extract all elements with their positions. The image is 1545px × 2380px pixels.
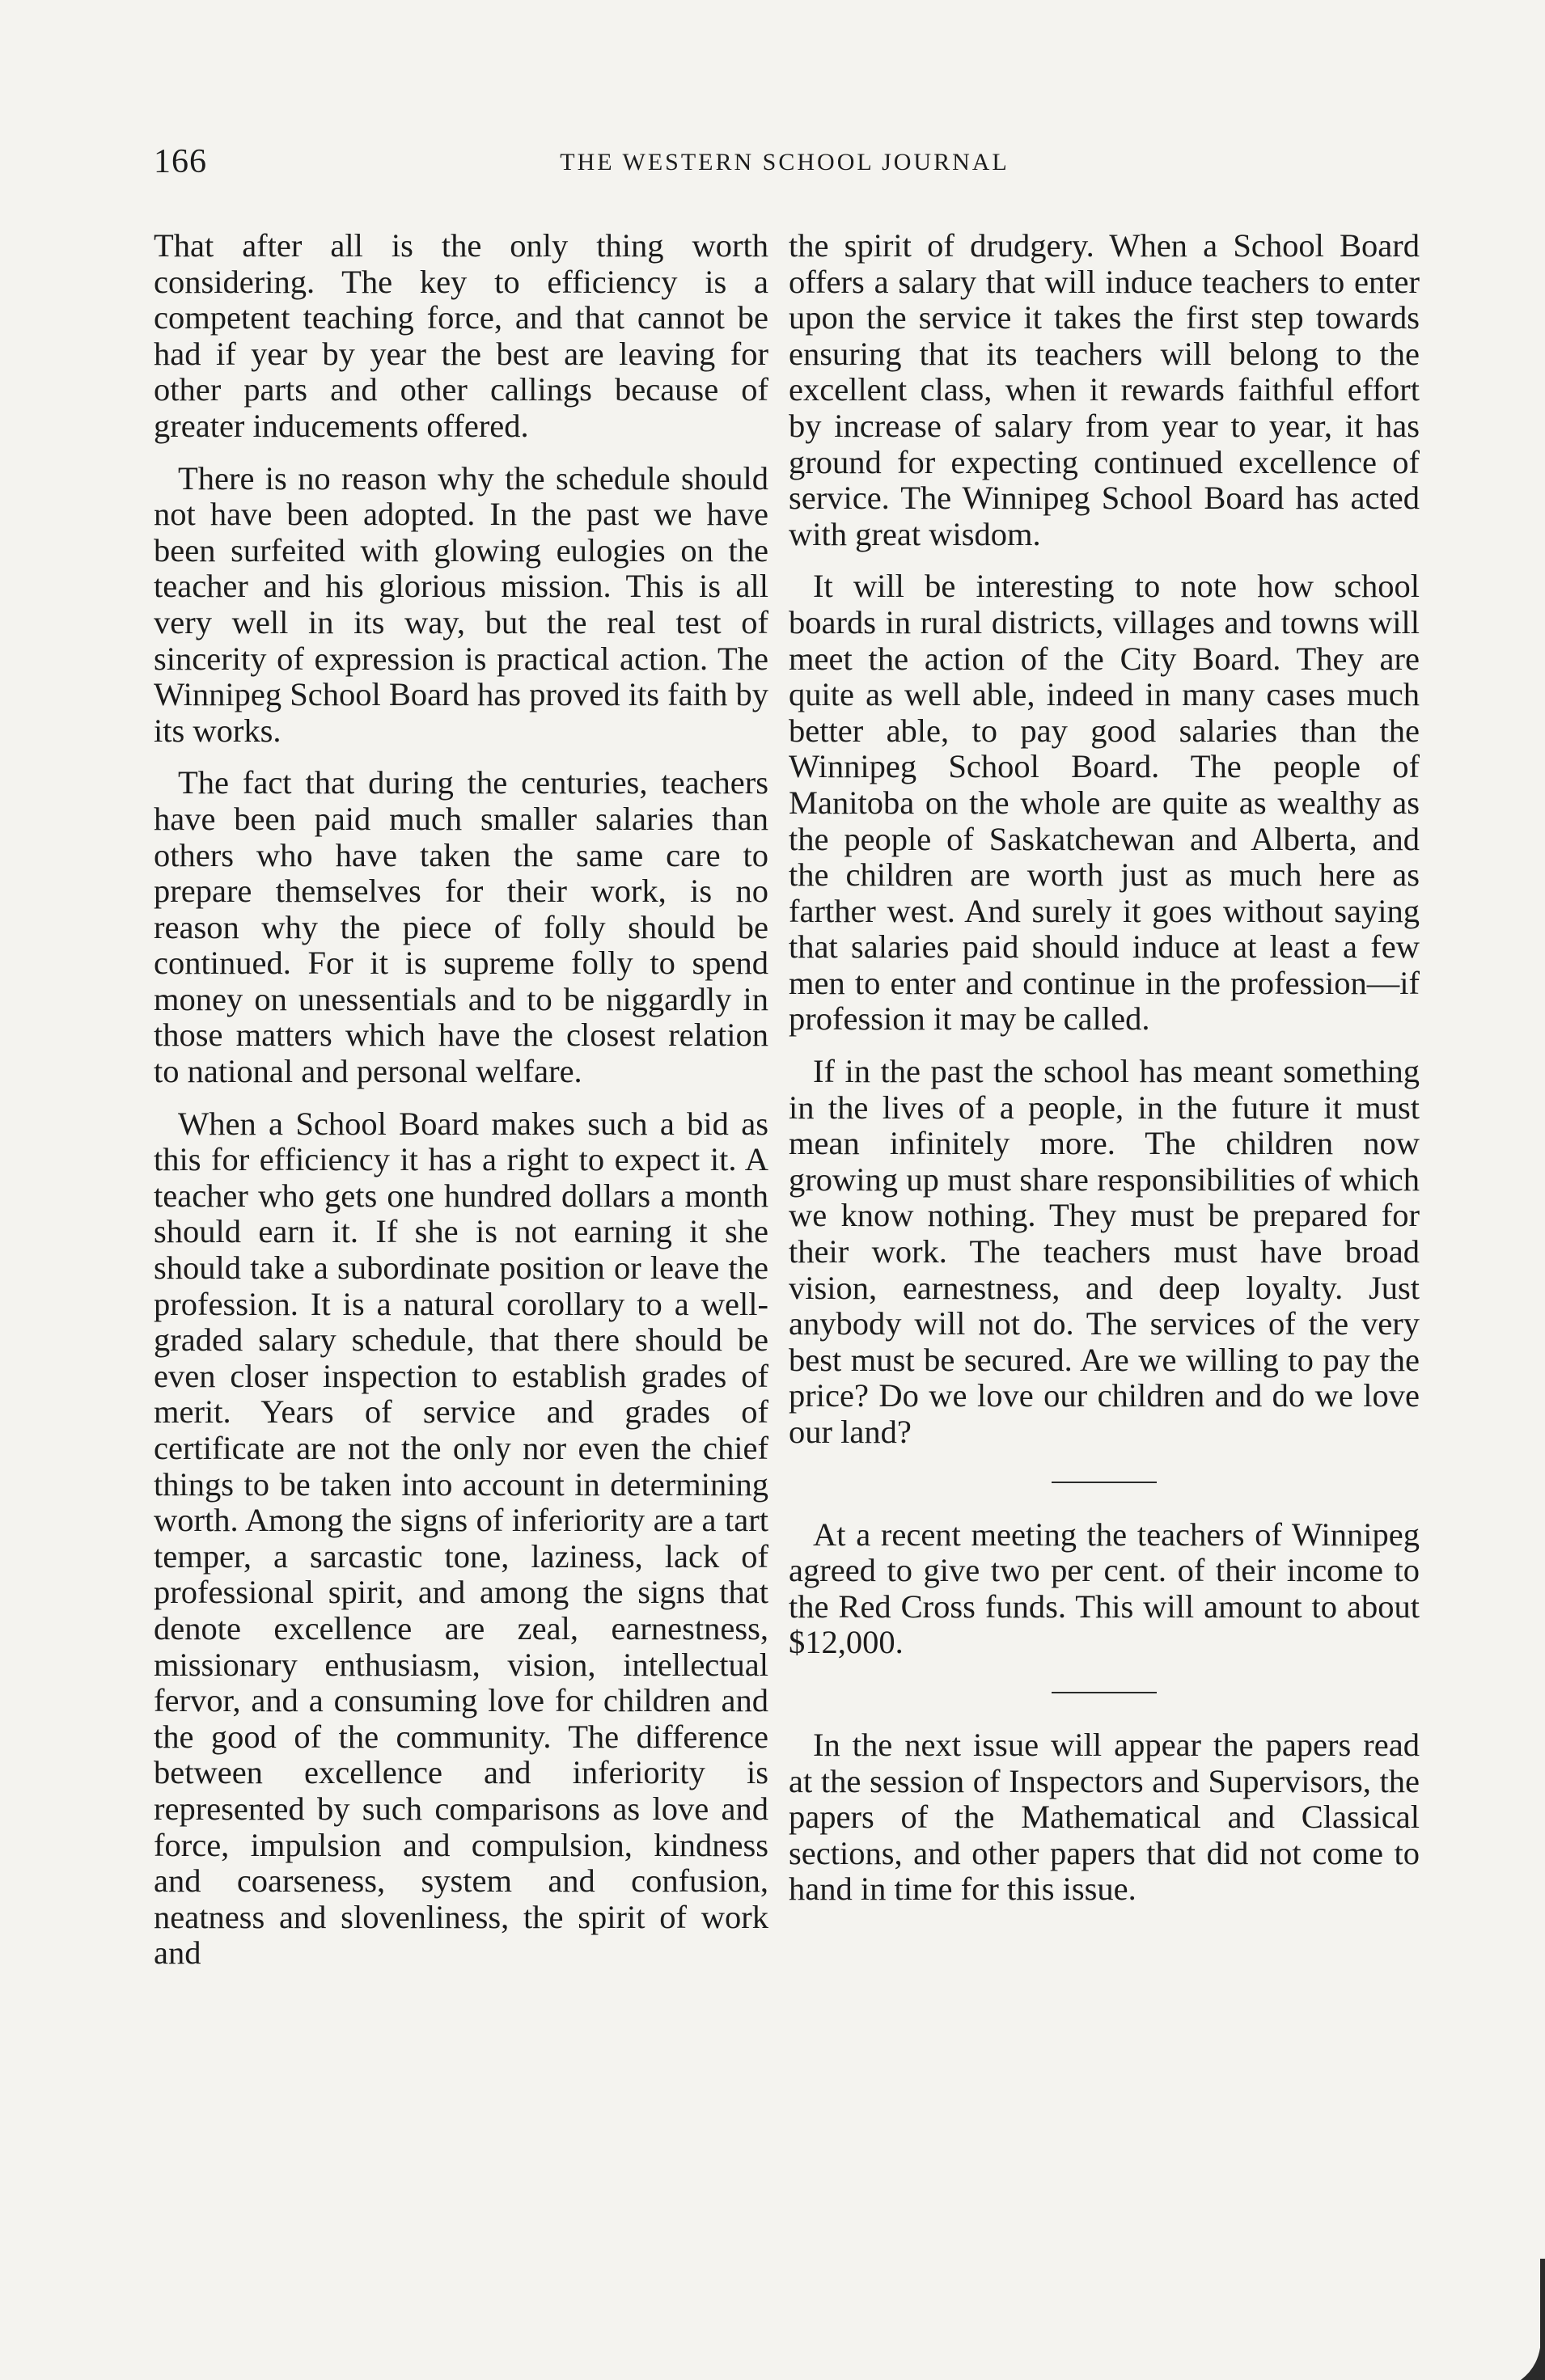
- page-number: 166: [154, 143, 207, 180]
- paragraph: If in the past the school has meant something in the lives of a people, in the future it must mean infinitely more. The children now growing up must share responsibilities of which we know nothing. They must be prepared for their work. The teachers must have broad vision, earnestness, and deep loyalty. Just anybody will not do. The services of the very best must be secured. Are we willing to pay the price? Do we love our children and do we love our land?: [789, 1053, 1420, 1450]
- paragraph: When a School Board makes such a bid as this for efficiency it has a right to expect it. A teacher who gets one hundred dollars a month should earn it. If she is not earning it she should take a subordinate position or leave the profession. It is a natural corollary to a well-graded salary schedule, that there should be even closer inspection to establish grades of merit. Years of service and grades of certificate are not the only nor even the chief things to be taken into account in determining worth. Among the signs of inferiority are a tart temper, a sarcastic tone, laziness, lack of professional spirit, and among the signs that denote excellence are zeal, earnestness, missionary enthusiasm, vision, intellectual fervor, and a consuming love for children and the good of the community. The difference between excellence and inferiority is represented by such comparisons as love and force, impulsion and compulsion, kindness and coarseness, system and confusion, neatness and slovenliness, the spirit of work and: [154, 1105, 768, 1972]
- paragraph: That after all is the only thing worth considering. The key to efficiency is a competent teaching force, and that cannot be had if year by year the best are leaving for other parts and other callings because of greater inducements offered.: [154, 227, 768, 444]
- section-divider: [1052, 1482, 1157, 1483]
- notice-red-cross: At a recent meeting the teachers of Winnipeg agreed to give two per cent. of their income to the Red Cross funds. This will amount to about $12,000.: [789, 1516, 1420, 1661]
- journal-title: THE WESTERN SCHOOL JOURNAL: [560, 149, 1010, 175]
- paragraph: The fact that during the centuries, teachers have been paid much smaller salaries than others who have taken the same care to prepare themselves for their work, is no reason why the piece of folly should be continued. For it is supreme folly to spend money on unessentials and to be niggardly in those matters which have the closest relation to national and personal welfare.: [154, 764, 768, 1090]
- page-header: [154, 142, 1416, 191]
- left-column: [154, 228, 768, 1988]
- notice-next-issue: In the next issue will appear the papers read at the session of Inspectors and Supervisors, the papers of the Mathematical and Classical sections, and other papers that did not come to hand in time for this issue.: [789, 1726, 1420, 1908]
- paragraph: It will be interesting to note how school boards in rural districts, villages and towns will meet the action of the City Board. They are quite as well able, indeed in many cases much better able, to pay good salaries than the Winnipeg School Board. The people of Manitoba on the whole are quite as wealthy as the people of Saskatchewan and Alberta, and the children are worth just as much here as farther west. And surely it goes without saying that salaries paid should induce at least a few men to enter and continue in the profession—if profession it may be called.: [789, 568, 1420, 1038]
- paragraph: There is no reason why the schedule should not have been adopted. In the past we have been surfeited with glowing eulogies on the teacher and his glorious mission. This is all very well in its way, but the real test of sincerity of expression is practical action. The Winnipeg School Board has proved its faith by its works.: [154, 459, 768, 749]
- section-divider: [1052, 1692, 1157, 1693]
- right-column: [789, 228, 1420, 1924]
- paragraph-continuation: the spirit of drudgery. When a School Board offers a salary that will induce teachers to enter upon the service it takes the first step towards ensuring that its teachers will belong to the excellent class, when it rewards faithful effort by increase of salary from year to year, it has ground for expecting continued excellence of service. The Winnipeg School Board has acted with great wisdom.: [789, 227, 1420, 552]
- page-corner-mark: [1513, 2259, 1545, 2380]
